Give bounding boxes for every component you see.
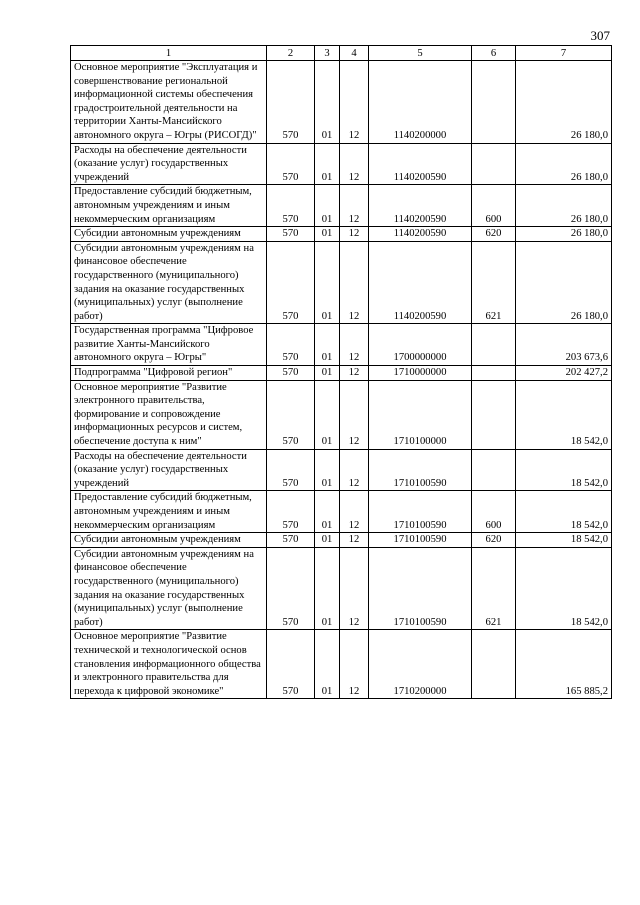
table-row	[71, 547, 612, 630]
table-row	[71, 143, 612, 185]
row-name: Основное мероприятие "Развитие технической и технологической основ становления информационного общества и электронного правительства для перехода к цифровой экономике"	[71, 630, 267, 699]
row-admin-code: 570	[267, 143, 315, 185]
row-subsection: 12	[340, 449, 369, 491]
row-section: 01	[315, 185, 340, 227]
row-expense-type: 621	[472, 547, 516, 630]
row-subsection: 12	[340, 227, 369, 242]
row-expense-type: 621	[472, 241, 516, 324]
row-amount: 202 427,2	[516, 366, 612, 381]
table-row	[71, 227, 612, 242]
row-admin-code: 570	[267, 491, 315, 533]
row-target-article: 1140200590	[369, 241, 472, 324]
row-section: 01	[315, 61, 340, 144]
row-target-article: 1710100000	[369, 380, 472, 449]
row-amount: 26 180,0	[516, 241, 612, 324]
row-subsection: 12	[340, 185, 369, 227]
row-section: 01	[315, 324, 340, 366]
row-name: Основное мероприятие "Развитие электронного правительства, формирование и сопровождение информационных ресурсов и систем, обеспечение доступа к ним"	[71, 380, 267, 449]
row-name: Расходы на обеспечение деятельности (оказание услуг) государственных учреждений	[71, 143, 267, 185]
row-name: Подпрограмма "Цифровой регион"	[71, 366, 267, 381]
budget-table	[70, 45, 612, 699]
row-expense-type: 620	[472, 533, 516, 548]
row-amount: 26 180,0	[516, 143, 612, 185]
row-admin-code: 570	[267, 324, 315, 366]
row-target-article: 1710100590	[369, 491, 472, 533]
row-target-article: 1710100590	[369, 533, 472, 548]
row-expense-type	[472, 380, 516, 449]
row-section: 01	[315, 227, 340, 242]
row-amount: 203 673,6	[516, 324, 612, 366]
row-admin-code: 570	[267, 61, 315, 144]
row-target-article: 1710000000	[369, 366, 472, 381]
row-amount: 26 180,0	[516, 227, 612, 242]
header-col-4: 4	[340, 46, 369, 61]
row-expense-type: 600	[472, 491, 516, 533]
row-admin-code: 570	[267, 241, 315, 324]
row-expense-type	[472, 449, 516, 491]
row-admin-code: 570	[267, 533, 315, 548]
row-subsection: 12	[340, 630, 369, 699]
row-amount: 26 180,0	[516, 61, 612, 144]
header-row	[71, 46, 612, 61]
row-subsection: 12	[340, 533, 369, 548]
row-name: Государственная программа "Цифровое развитие Ханты-Мансийского автономного округа – Югры"	[71, 324, 267, 366]
row-subsection: 12	[340, 61, 369, 144]
row-section: 01	[315, 630, 340, 699]
row-amount: 26 180,0	[516, 185, 612, 227]
row-name: Субсидии автономным учреждениям	[71, 533, 267, 548]
row-admin-code: 570	[267, 185, 315, 227]
row-section: 01	[315, 366, 340, 381]
table-row	[71, 366, 612, 381]
page-number: 307	[590, 28, 610, 43]
row-expense-type	[472, 366, 516, 381]
row-amount: 18 542,0	[516, 547, 612, 630]
row-admin-code: 570	[267, 547, 315, 630]
row-target-article: 1710100590	[369, 547, 472, 630]
table-row	[71, 449, 612, 491]
row-admin-code: 570	[267, 449, 315, 491]
row-expense-type	[472, 630, 516, 699]
table-row	[71, 185, 612, 227]
table-row	[71, 380, 612, 449]
table-row	[71, 533, 612, 548]
row-name: Предоставление субсидий бюджетным, автономным учреждениям и иным некоммерческим организациям	[71, 491, 267, 533]
row-expense-type: 620	[472, 227, 516, 242]
row-expense-type: 600	[472, 185, 516, 227]
row-target-article: 1710100590	[369, 449, 472, 491]
row-section: 01	[315, 547, 340, 630]
row-admin-code: 570	[267, 380, 315, 449]
row-subsection: 12	[340, 547, 369, 630]
row-name: Субсидии автономным учреждениям на финансовое обеспечение государственного (муниципального) задания на оказание государственных (муниципальных) услуг (выполнение работ)	[71, 241, 267, 324]
row-admin-code: 570	[267, 630, 315, 699]
row-name: Основное мероприятие "Эксплуатация и совершенствование региональной информационной системы обеспечения градостроительной деятельности на территории Ханты-Мансийского автономного округа – Югры (РИСОГД)"	[71, 61, 267, 144]
row-subsection: 12	[340, 324, 369, 366]
row-section: 01	[315, 533, 340, 548]
row-subsection: 12	[340, 491, 369, 533]
row-amount: 18 542,0	[516, 449, 612, 491]
row-subsection: 12	[340, 380, 369, 449]
row-section: 01	[315, 380, 340, 449]
row-target-article: 1710200000	[369, 630, 472, 699]
table-row	[71, 324, 612, 366]
row-section: 01	[315, 491, 340, 533]
row-target-article: 1140200590	[369, 185, 472, 227]
row-name: Предоставление субсидий бюджетным, автономным учреждениям и иным некоммерческим организациям	[71, 185, 267, 227]
header-col-2: 2	[267, 46, 315, 61]
header-col-7: 7	[516, 46, 612, 61]
table-row	[71, 630, 612, 699]
row-amount: 18 542,0	[516, 491, 612, 533]
row-expense-type	[472, 324, 516, 366]
row-name: Субсидии автономным учреждениям	[71, 227, 267, 242]
header-col-6: 6	[472, 46, 516, 61]
row-section: 01	[315, 143, 340, 185]
header-col-5: 5	[369, 46, 472, 61]
row-name: Субсидии автономным учреждениям на финансовое обеспечение государственного (муниципального) задания на оказание государственных (муниципальных) услуг (выполнение работ)	[71, 547, 267, 630]
table-row	[71, 241, 612, 324]
row-amount: 18 542,0	[516, 533, 612, 548]
row-admin-code: 570	[267, 227, 315, 242]
row-target-article: 1140200590	[369, 227, 472, 242]
row-subsection: 12	[340, 366, 369, 381]
table-row	[71, 491, 612, 533]
row-target-article: 1140200000	[369, 61, 472, 144]
header-col-1: 1	[71, 46, 267, 61]
row-subsection: 12	[340, 241, 369, 324]
row-admin-code: 570	[267, 366, 315, 381]
row-section: 01	[315, 241, 340, 324]
row-subsection: 12	[340, 143, 369, 185]
table-body	[71, 61, 612, 699]
table-row	[71, 61, 612, 144]
row-expense-type	[472, 61, 516, 144]
row-amount: 165 885,2	[516, 630, 612, 699]
row-amount: 18 542,0	[516, 380, 612, 449]
row-section: 01	[315, 449, 340, 491]
row-target-article: 1700000000	[369, 324, 472, 366]
row-name: Расходы на обеспечение деятельности (оказание услуг) государственных учреждений	[71, 449, 267, 491]
header-col-3: 3	[315, 46, 340, 61]
row-expense-type	[472, 143, 516, 185]
row-target-article: 1140200590	[369, 143, 472, 185]
